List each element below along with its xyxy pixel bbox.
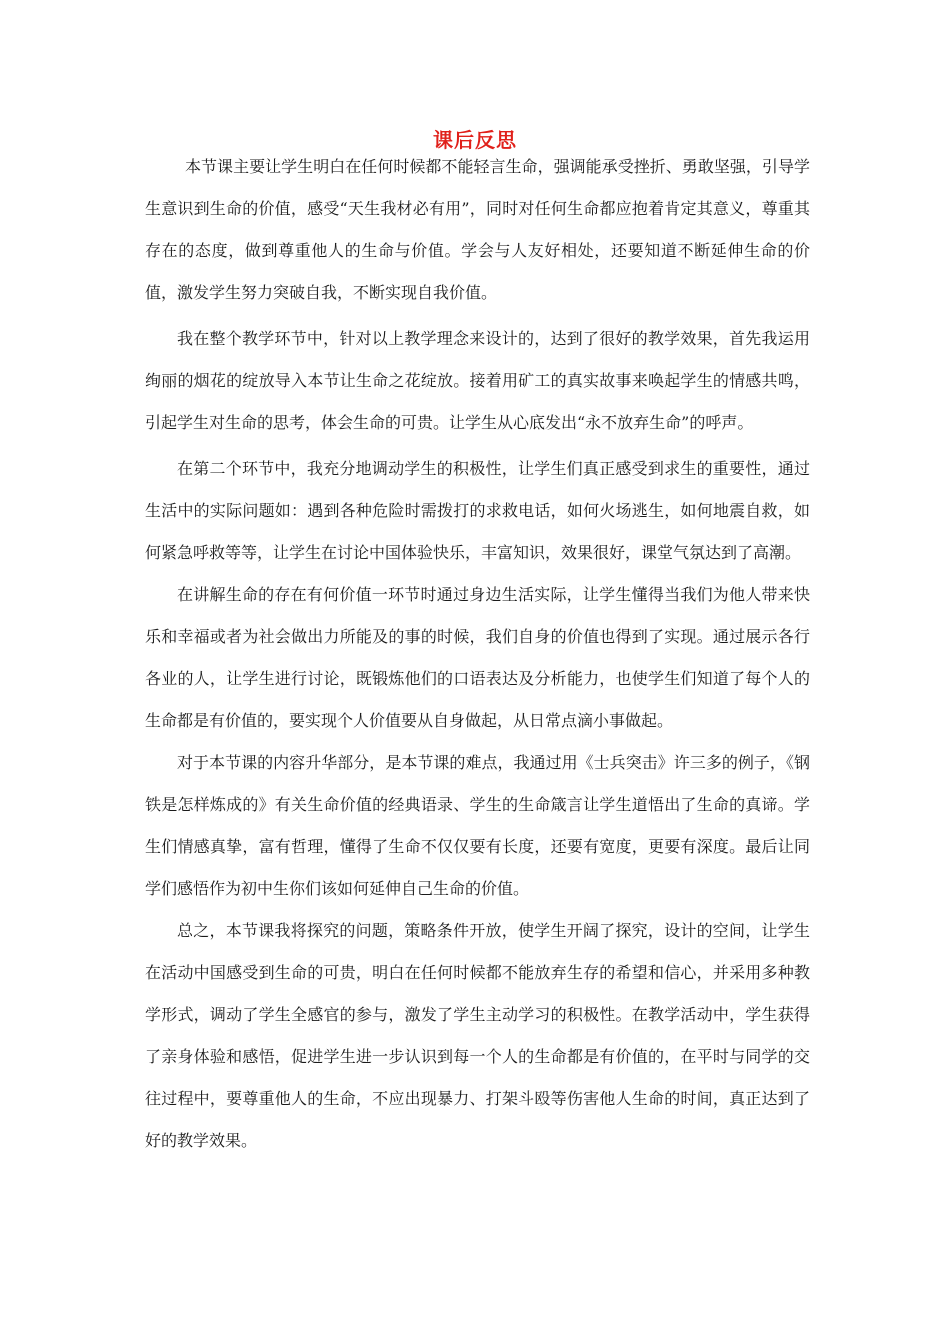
paragraph-6: 总之，本节课我将探究的问题，策略条件开放，使学生开阔了探究，设计的空间，让学生在活动中国感受到生命的可贵，明白在任何时候都不能放弃生存的希望和信心，并采用多种教学形式，调动了学生全感官的参与，激发了学生主动学习的积极性。在教学活动中，学生获得了亲身体验和感悟，促进学生进一步认识到每一个人的生命都是有价值的，在平时与同学的交往过程中，要尊重他人的生命，不应出现暴力、打架斗殴等伤害他人生命的时间，真正达到了好的教学效果。 xyxy=(145,921,810,1150)
paragraph-3: 在第二个环节中，我充分地调动学生的积极性，让学生们真正感受到求生的重要性，通过生活中的实际问题如：遇到各种危险时需拨打的求救电话，如何火场逃生，如何地震自救，如何紧急呼救等等，让学生在讨论中国体验快乐，丰富知识，效果很好，课堂气氛达到了高潮。 xyxy=(145,459,810,562)
paragraph-2: 我在整个教学环节中，针对以上教学理念来设计的，达到了很好的教学效果，首先我运用绚丽的烟花的绽放导入本节让生命之花绽放。接着用矿工的真实故事来唤起学生的情感共鸣，引起学生对生命的思考，体会生命的可贵。让学生从心底发出“永不放弃生命”的呼声。 xyxy=(145,329,810,432)
paragraph-1: 本节课主要让学生明白在任何时候都不能轻言生命，强调能承受挫折、勇敢坚强，引导学生意识到生命的价值，感受“天生我材必有用”，同时对任何生命都应抱着肯定其意义，尊重其存在的态度，做到尊重他人的生命与价值。学会与人友好相处，还要知道不断延伸生命的价值，激发学生努力突破自我，不断实现自我价值。 xyxy=(145,157,810,302)
document-body xyxy=(145,146,810,1162)
paragraph-4: 在讲解生命的存在有何价值一环节时通过身边生活实际，让学生懂得当我们为他人带来快乐和幸福或者为社会做出力所能及的事的时候，我们自身的价值也得到了实现。通过展示各行各业的人，让学生进行讨论，既锻炼他们的口语表达及分析能力，也使学生们知道了每个人的生命都是有价值的，要实现个人价值要从自身做起，从日常点滴小事做起。 xyxy=(145,585,810,730)
paragraph-5: 对于本节课的内容升华部分，是本节课的难点，我通过用《士兵突击》许三多的例子，《钢铁是怎样炼成的》有关生命价值的经典语录、学生的生命箴言让学生道悟出了生命的真谛。学生们情感真挚，富有哲理，懂得了生命不仅仅要有长度，还要有宽度，更要有深度。最后让同学们感悟作为初中生你们该如何延伸自己生命的价值。 xyxy=(145,753,810,898)
page-title: 课后反思 xyxy=(433,128,517,152)
